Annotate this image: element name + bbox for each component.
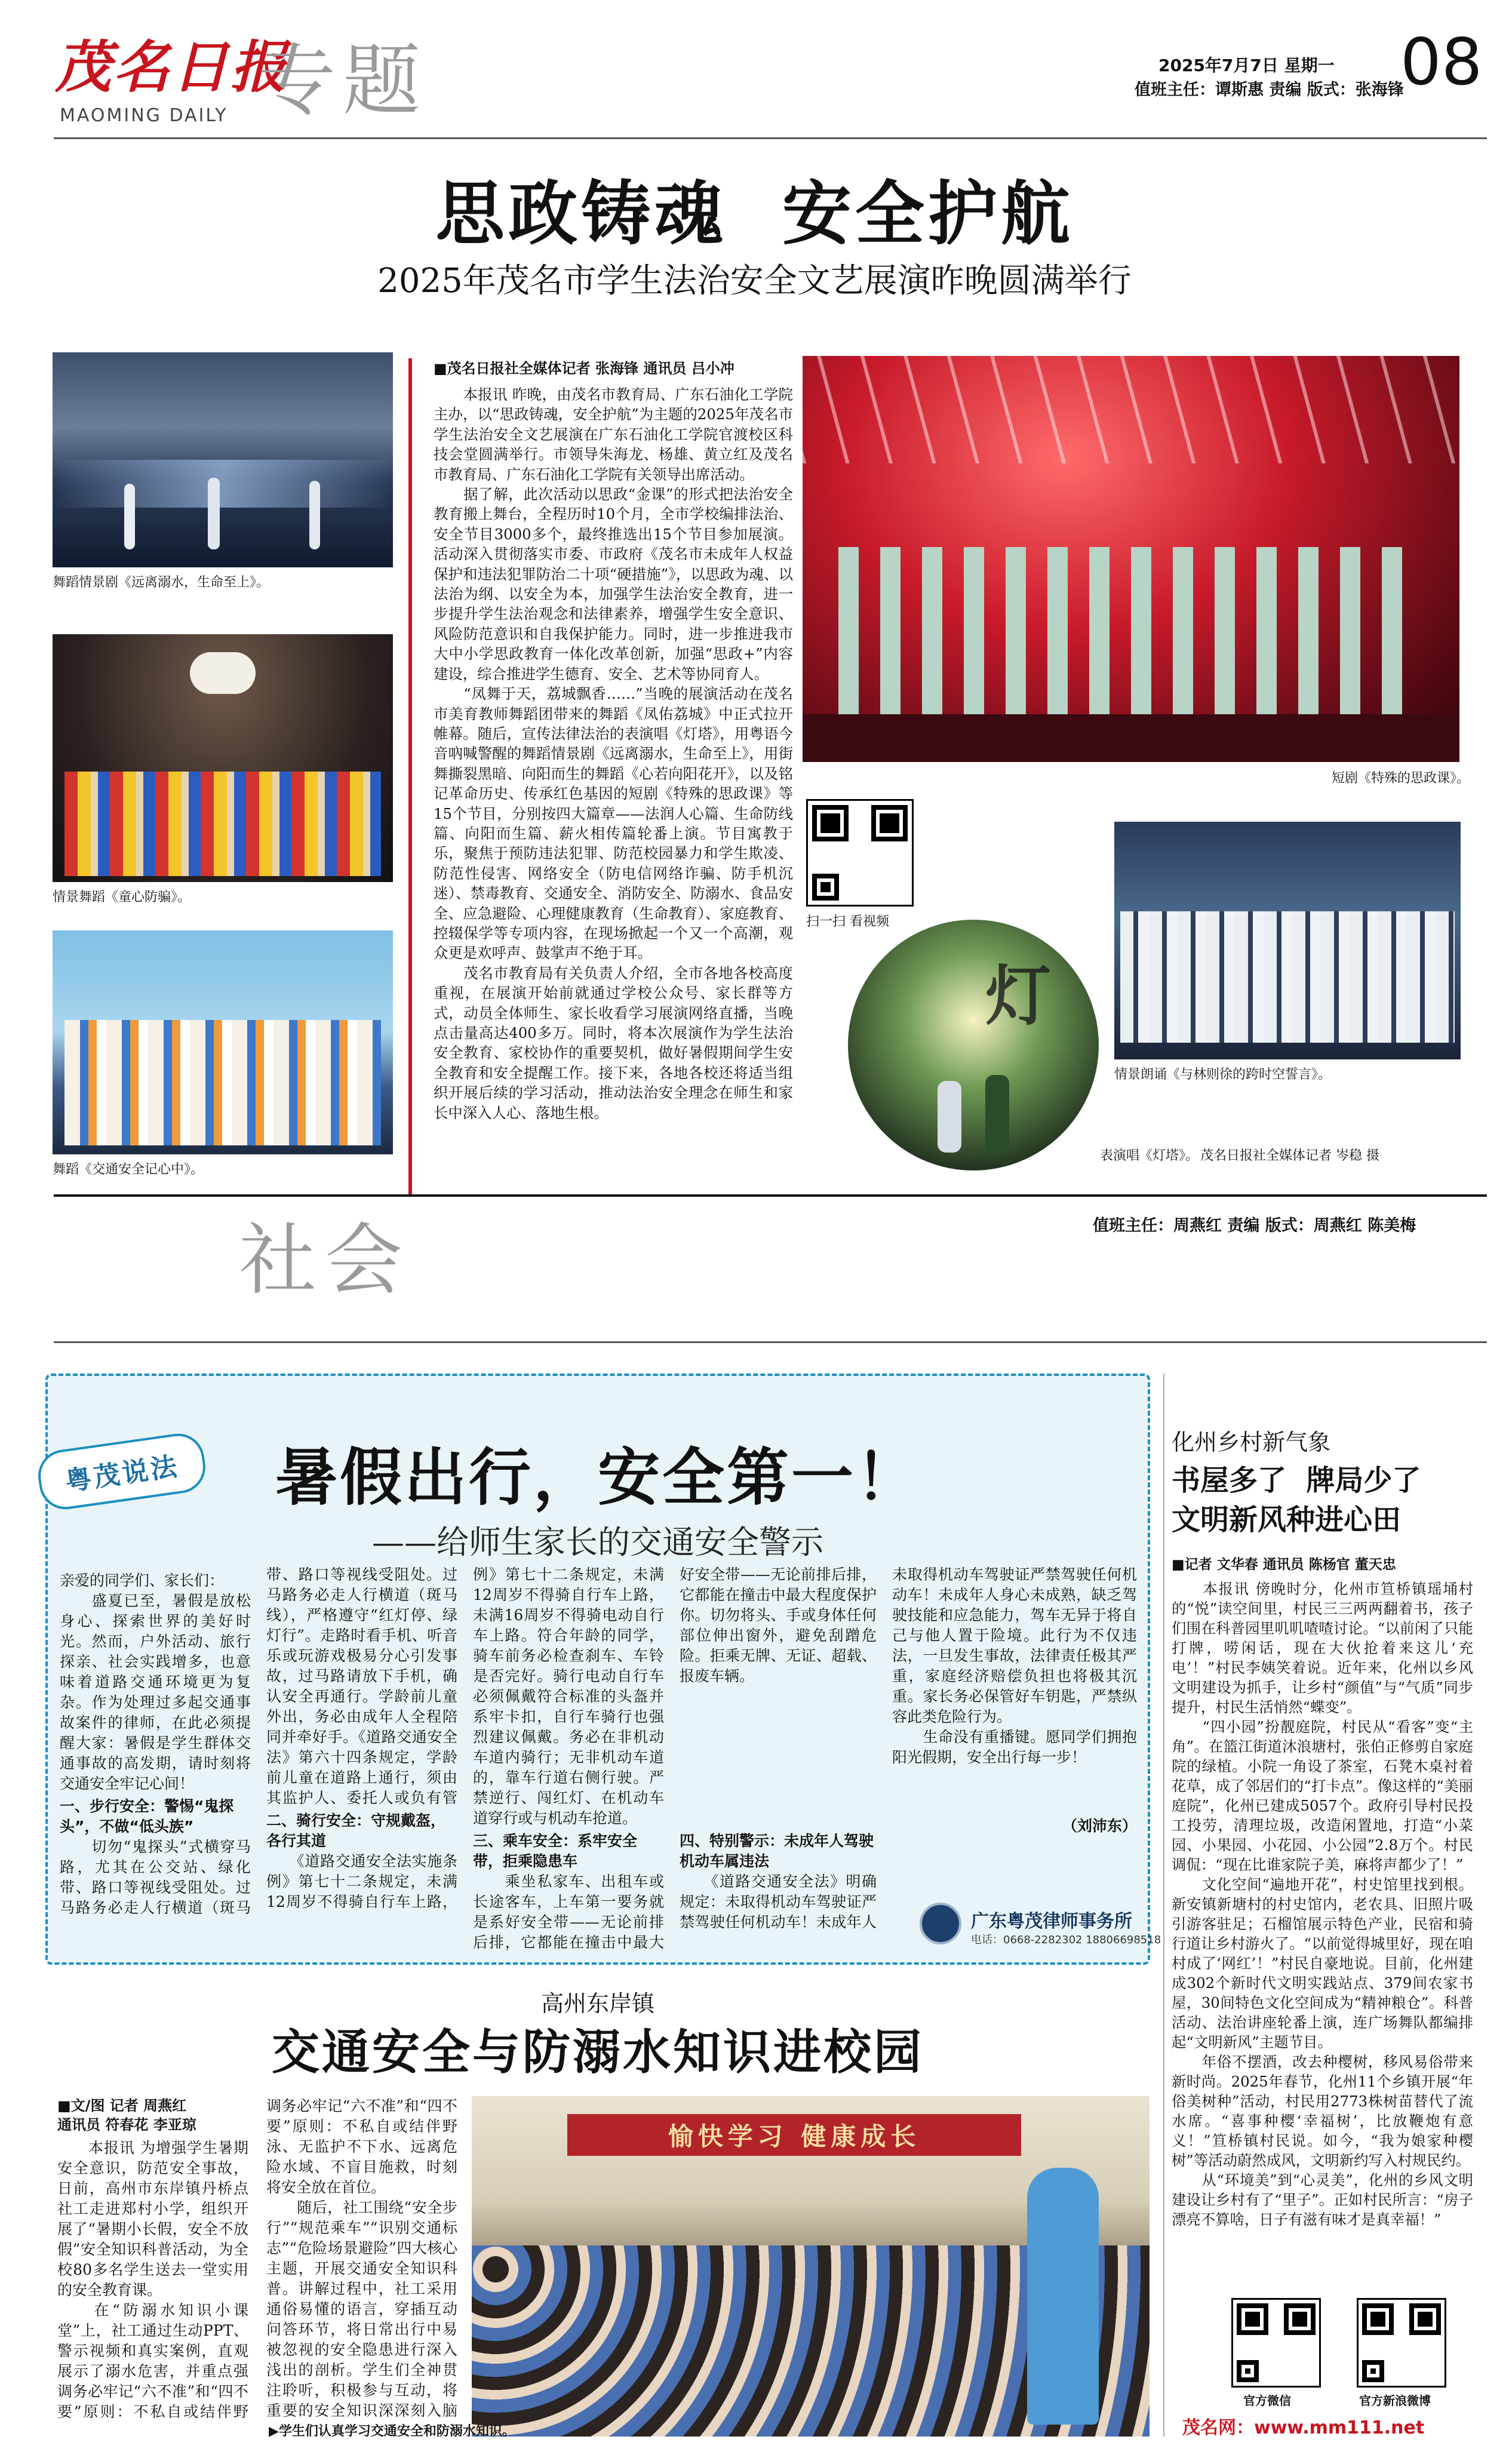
paper-logo-en: MAOMING DAILY [60,105,228,126]
video-qr-code[interactable] [806,799,914,907]
qr-caption: 扫一扫 看视频 [806,914,889,929]
law-col-4 [680,1565,877,1933]
village-divider [1163,1374,1164,2437]
caption-anti-fraud-dance: 情景舞蹈《童心防骗》。 [53,890,191,905]
school-byline: ■文/图 记者 周燕红 通讯员 符春花 李亚琼 [57,2097,196,2133]
law-col-5 [892,1565,1137,1836]
law-heading-bike: 二、骑行安全：守规戴盔，各行其道 [266,1812,446,1849]
law-walk-text-2: 带、路口等视线受阻处。过马路务必走人行横道（斑马线），严格遵守“红灯停、绿灯行”。走路时看手机、听音乐或玩游戏极易分心引发事故，过马路请放下手机，确认安全再通行。学龄前儿童外出，务必由成年人全程陪同并牵好手。《道路交通安全法》第六十四条规定，学龄前儿童在道路上通行，须由其监护人、委托人或负有管 [266,1566,457,1806]
law-walk-text: 切勿“鬼探头”式横穿马路，尤其在公交站、绿化带、路口等视线受阻处。过马路务必走人行横道（斑马 [60,1838,251,1916]
caption-short-play: 短剧《特殊的思政课》。 [1332,771,1470,786]
caption-traffic-dance: 舞蹈《交通安全记心中》。 [53,1162,204,1177]
law-bike-text: 《道路交通安全法实施条例》第七十二条规定，未满12周岁不得骑自行车上路， [266,1852,457,1910]
law-car-text-2: 好安全带——无论前排后排，它都能在撞击中最大程度保护你。切勿将头、手或身体任何部位伸出窗外，避免刮蹭危险。拒乘无牌、无证、超载、报废车辆。 [680,1566,877,1685]
society-rule [54,1341,1487,1343]
page-editors: 值班主任：谭斯惠 责编 版式：张海锋 [1135,81,1404,99]
column-badge-label: 粤茂说法 [63,1451,182,1498]
school-col-1 [57,2096,248,2422]
issue-date: 2025年7月7日 星期一 [1158,56,1335,75]
photo-school-classroom [472,2096,1150,2437]
law-heading-walk: 一、步行安全：警惕“鬼探头”，不做“低头族” [60,1798,234,1835]
section-title: 专题 [258,35,428,126]
school-body-cont [266,2096,457,2421]
law-firm-contact: 电话：0668-2282302 18806698518 [971,1934,1161,1946]
caption-lighthouse-song: 表演唱《灯塔》。 [1100,1148,1199,1163]
law-minor-text-cont [892,1565,1137,1808]
law-firm-logo [920,1903,961,1944]
feature-subhead: 2025年茂名市学生法治安全文艺展演昨晚圆满举行 [377,262,1132,300]
law-firm-name: 广东粤茂律师事务所 [971,1911,1132,1932]
law-car-text: 乘坐私家车、出租车或长途客车，上车第一要务就是系好安全带——无论前排后排，它都能在撞击中最大 [473,1873,664,1951]
school-kicker: 高州东岸镇 [540,1990,654,2017]
feature-headline: 思政铸魂 安全护航 [435,173,1074,254]
page-number: 08 [1400,25,1483,100]
law-walk-text-cont [266,1565,457,1808]
website-link[interactable]: 茂名网：www.mm111.net [1182,2417,1425,2438]
photo-credit: 茂名日报社全媒体记者 岑稳 摄 [1200,1148,1379,1163]
village-byline: ■记者 文华春 通讯员 陈杨官 董天忠 [1172,1557,1396,1572]
photo-linzexu-recital [1114,822,1461,1059]
photo-drowning-dance [53,352,393,567]
school-col-2 [266,2096,457,2421]
weibo-qr-code[interactable] [1357,2298,1446,2388]
society-section-title: 社会 [239,1215,411,1305]
photo-anti-fraud-dance [53,634,393,882]
law-subhead: ——给师生家长的交通安全警示 [372,1523,823,1561]
law-bike-text-2: 例》第七十二条规定，未满12周岁不得骑自行车上路，未满16周岁不得骑电动自行车上路。符合年龄的同学，骑车前务必检查刹车、车铃是否完好。骑行电动自行车必须佩戴符合标准的头盔并系牢卡扣，自行车骑行也强烈建议佩戴。务必在非机动车道内骑行；无非机动车道的，靠车行道右侧行驶。严禁逆行、闯红灯、在机动车道穿行或与机动车抢道。 [473,1566,664,1827]
society-editors: 值班主任：周燕红 责编 版式：周燕红 陈美梅 [1093,1216,1416,1235]
village-headline: 书屋多了 牌局少了 文明新风种进心田 [1172,1464,1421,1537]
feature-byline: ■茂名日报社全媒体记者 张海锋 通讯员 吕小冲 [434,360,734,377]
paper-logo: 茂名日报 [55,35,290,100]
school-headline: 交通安全与防溺水知识进校园 [272,2024,924,2080]
photo-traffic-dance [53,930,393,1154]
law-col-3 [473,1565,664,1953]
masthead-rule [54,137,1487,139]
law-bike-text-cont [473,1565,664,1829]
caption-school-classroom: ▶学生们认真学习交通安全和防溺水知识。 [269,2424,515,2439]
law-col-2 [266,1565,457,1912]
caption-linzexu-recital: 情景朗诵《与林则徐的跨时空誓言》。 [1114,1067,1332,1082]
village-body: 本报讯 傍晚时分，化州市笪桥镇瑶埇村的“悦”读空间里，村民三三两两翻着书，孩子们围在科普园里叽叽喳喳讨论。“以前闲了只能打牌，唠闲话，现在大伙抢着来这儿‘充电’！”村民李姨笑着说。近年来，化州以乡风文明建设为抓手，让乡村“颜值”与“气质”同步提升，村民生活悄然“蝶变”。 “四小园”扮靓庭院，村民从“看客”变“主角”。在篮江街道沐浪塘村，张伯正修剪自家庭院的绿植。小院一角设了茶室，石凳木桌衬着花草，成了邻居们的“打卡点”。像这样的“美丽庭院”，化州已建成5057个。政府引导村民投工投劳，清理垃圾，改造闲置地，打造“小菜园、小果园、小花园、小公园”2.8万个。村民调侃：“现在比谁家院子美，麻将声都少了！” 文化空间“遍地开花”，村史馆里找到根。新安镇新塘村的村史馆内，老农具、旧照片吸引游客驻足；石榴馆展示特色产业，民宿和骑行道让乡村游火了。“以前觉得城里好，现在咱村成了‘网红’！”村民自豪地说。目前，化州建成302个新时代文明实践站点、379间农家书屋，30间特色文化空间成为“精神粮仓”。科普活动、法治讲座轮番上演，连广场舞队都编排起“文明新风”主题节目。 年俗不摆酒，改去种樱树，移风易俗带来新时尚。2025年春节，化州11个乡镇开展“年俗美树种”活动，村民用2773株树苗替代了流水席。“喜事种樱‘幸福树’，比放鞭炮有意义！”笪桥镇村民说。如今，“我为娘家种樱树”等活动蔚然成风，文明新约写入村规民约。 从“环境美”到“心灵美”，化州的乡风文明建设让乡村有了“里子”。正如村民所言：“房子漂亮不算啥，日子有滋有味才是真幸福！” [1172,1580,1473,2228]
photo-short-play [803,356,1459,762]
feature-article [408,358,793,1194]
law-heading-minor: 四、特别警示：未成年人驾驶机动车属违法 [680,1832,874,1870]
law-minor-text: 《道路交通安全法》明确规定：未取得机动车驾驶证严禁驾驶任何机动车！未成年人 [680,1873,877,1931]
law-col-1 [60,1571,251,1918]
village-kicker: 化州乡村新气象 [1172,1429,1331,1455]
feature-body: 本报讯 昨晚，由茂名市教育局、广东石油化工学院主办，以“思政铸魂，安全护航”为主题的2025年茂名市学生法治安全文艺展演在广东石油化工学院官渡校区科技会堂圆满举行。市领导朱海龙、杨雄、黄立红及茂名市教育局、广东石油化工学院有关领导出席活动。 据了解，此次活动以思政“金课”的形式把法治安全教育搬上舞台，全程历时10个月，全市学校编排法治、安全节目3000多个，最终推选出15个节目参加展演。活动深入贯彻落实市委、市政府《茂名市未成年人权益保护和违法犯罪防治二十项“硬措施”》，以思政为魂、以法治为纲、以安全为本，加强学生法治安全教育，进一步提升学生法治观念和法律素养，增强学生安全意识、风险防范意识和自我保护能力。同时，进一步推进我市大中小学思政教育一体化改革创新，加强“思政+”内容建设，综合推进学生德育、安全、艺术等协同育人。 “凤舞于天，荔城飘香……”当晚的展演活动在茂名市美育教师舞蹈团带来的舞蹈《凤佑荔城》中正式拉开帷幕。随后，宣传法律法治的表演唱《灯塔》，用粤语今音吶喊警醒的舞蹈情景剧《远离溺水，生命至上》，用街舞撕裂黑暗、向阳而生的舞蹈《心若向阳花开》，以及铭记革命历史、传承红色基因的短剧《特殊的思政课》等15个节目，分别按四大篇章——法润人心篇、生命防线篇、向阳而生篇、薪火相传篇轮番上演。节目寓教于乐，聚焦于预防违法犯罪、防范校园暴力和学生欺凌、防范性侵害、网络安全（防电信网络诈骗、防手机沉迷）、禁毒教育、交通安全、消防安全、防溺水、食品安全、应急避险、心理健康教育（生命教育）、家庭教育、控辍保学等专项内容，在现场掀起一个又一个高潮，观众更是欢呼声、鼓掌声不绝于耳。 茂名市教育局有关负责人介绍，全市各地各校高度重视，在展演开始前就通过学校公众号、家长群等方式，动员全体师生、家长收看学习展演网络直播，当晚点击量高达400多万。同时，将本次展演作为学生法治安全教育、家校协作的重要契机，做好暑假期间学生安全教育和安全提醒工作。接下来，各地各校还将适当组织开展后续的学习活动，推动法治安全理念在师生和家长中深入人心、落地生根。 [434,386,793,1122]
law-car-text-cont [680,1565,877,1829]
wechat-qr-label: 官方微信 [1243,2394,1291,2408]
caption-drowning-dance: 舞蹈情景剧《远离溺水，生命至上》。 [53,575,270,590]
masthead [0,0,1509,155]
school-body-2: 调务必牢记“六不准”和“四不要”原则：不私自或结伴野泳、无监护不下水、远离危险水域、不盲目施救，时刻将安全放在首位。 随后，社工围绕“安全步行”“规范乘车”“识别交通标志”“危险场景避险”四大核心主题，开展交通安全知识科普。讲解过程中，社工采用通俗易懂的语言，穿插互动问答环节，将日常出行中易被忽视的安全隐患进行深入浅出的剖析。学生们全神贯注聆听，积极参与互动，将重要的安全知识深深刻入脑 [266,2097,457,2419]
law-minor-text-2: 未取得机动车驾驶证严禁驾驶任何机动车！未成年人身心未成熟，缺乏驾驶技能和应急能力，驾车无异于将自己与他人置于险境。此行为不仅违法，一旦发生事故，法律责任极其严重，家庭经济赔偿负担也将极其沉重。家长务必保管好车钥匙，严禁纵容此类危险行为。 生命没有重播键。愿同学们拥抱阳光假期，安全出行每一步！ [892,1566,1137,1766]
photo-lighthouse-song: 灯 [848,920,1099,1170]
wechat-qr-code[interactable] [1231,2298,1321,2388]
village-article [1172,1427,1473,2349]
law-heading-car: 三、乘车安全：系牢安全带，拒乘隐患车 [473,1832,638,1870]
law-headline: 暑假出行，安全第一！ [275,1440,920,1514]
law-intro: 亲爱的同学们、家长们： 盛夏已至，暑假是放松身心、探索世界的美好时光。然而，户外活动、旅行探亲、社会实践增多，也意味着道路交通环境更为复杂。作为处理过多起交通事故案件的律师，在此必须提醒大家：暑假是学生群体交通事故的高发期，请时刻将交通安全牢记心间！ [60,1572,251,1792]
section-divider [54,1194,1487,1197]
weibo-qr-label: 官方新浪微博 [1359,2394,1431,2408]
law-signature: （刘沛东） [1062,1817,1137,1835]
classroom-banner: 愉快学习 健康成长 [668,2122,921,2151]
school-body: 本报讯 为增强学生暑期安全意识，防范安全事故，日前，高州市东岸镇丹桥点社工走进郑村小学，组织开展了“暑期小长假，安全不放假”安全知识科普活动，为全校80多名学生送去一堂实用的安全教育课。 在“防溺水知识小课堂”上，社工通过生动PPT、警示视频和真实案例，直观展示了溺水危害，并重点强调务必牢记“六不准”和“四不要”原则：不私自或结伴野 [57,2139,248,2420]
